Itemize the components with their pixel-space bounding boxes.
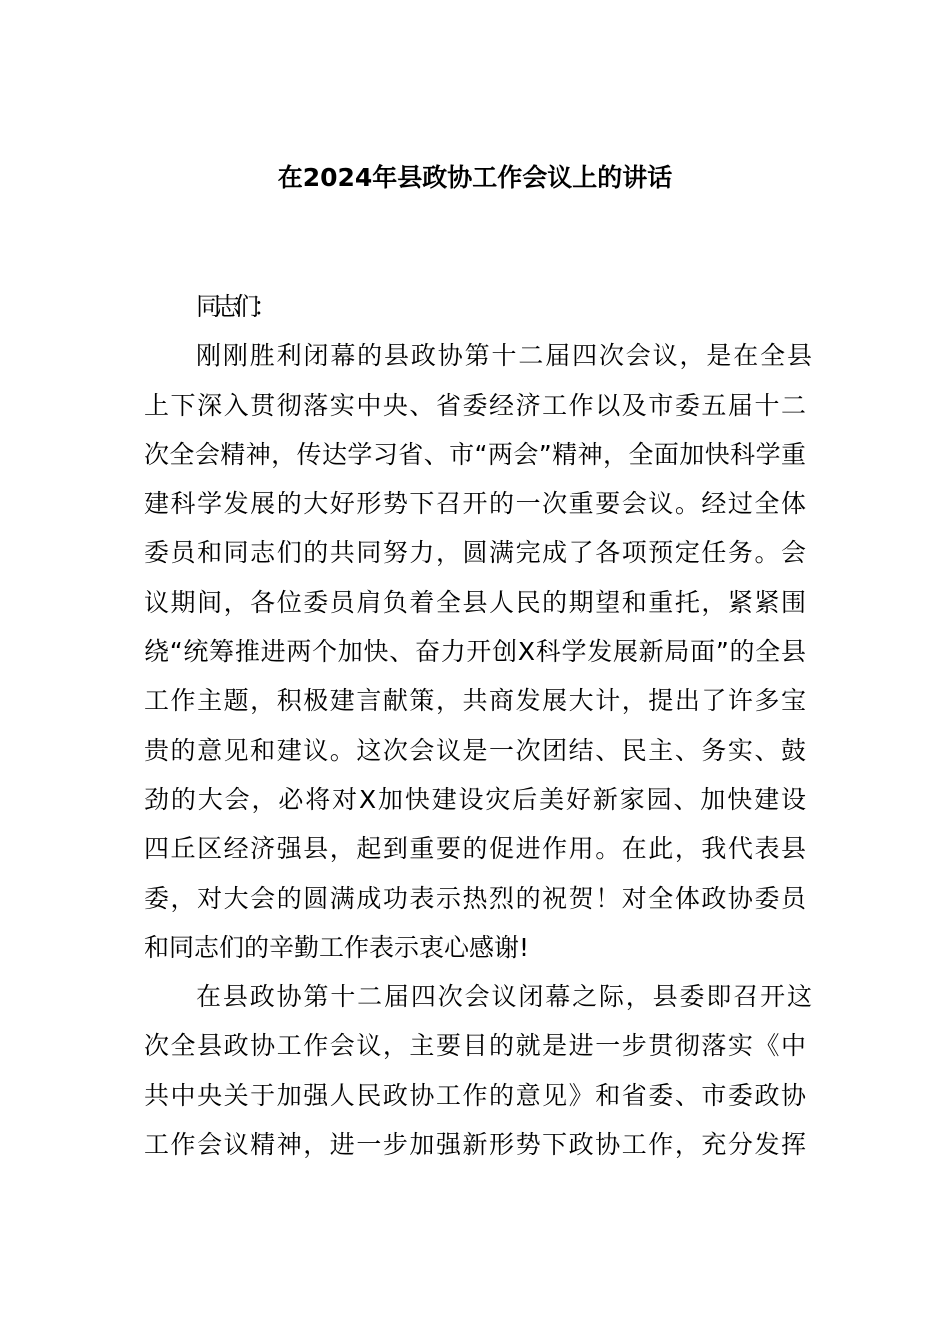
paragraph-line: 和同志们的辛勤工作表示衷心感谢! — [144, 932, 530, 962]
paragraph-line: 委，对大会的圆满成功表示热烈的祝贺！对全体政协委员 — [144, 883, 806, 913]
paragraph-line: 绕“统筹推进两个加快、奋力开创X科学发展新局面”的全县 — [144, 637, 806, 667]
paragraph-1 — [144, 331, 806, 972]
paragraph-line: 次全会精神，传达学习省、市“两会”精神，全面加快科学重 — [144, 439, 806, 469]
paragraph-line: 次全县政协工作会议，主要目的就是进一步贯彻落实《中 — [144, 1031, 806, 1061]
paragraph-line: 建科学发展的大好形势下召开的一次重要会议。经过全体 — [144, 489, 806, 519]
paragraph-line: 贵的意见和建议。这次会议是一次团结、民主、务实、鼓 — [144, 735, 806, 765]
paragraph-line: 工作主题，积极建言献策，共商发展大计，提出了许多宝 — [144, 686, 806, 716]
salutation-line: 同志们： — [196, 292, 273, 321]
salutation — [144, 282, 806, 331]
paragraph-line: 工作会议精神，进一步加强新形势下政协工作，充分发挥 — [144, 1130, 806, 1160]
paragraph-2 — [144, 972, 806, 1169]
paragraph-line: 四丘区经济强县，起到重要的促进作用。在此，我代表县 — [144, 834, 806, 864]
paragraph-line: 刚刚胜利闭幕的县政协第十二届四次会议，是在全县 — [196, 341, 806, 371]
paragraph-line: 委员和同志们的共同努力，圆满完成了各项预定任务。会 — [144, 538, 806, 568]
paragraph-line: 在县政协第十二届四次会议闭幕之际，县委即召开这 — [196, 982, 806, 1012]
paragraph-line: 议期间，各位委员肩负着全县人民的期望和重托，紧紧围 — [144, 587, 806, 617]
document-body — [144, 282, 806, 1169]
paragraph-line: 劲的大会，必将对X加快建设灾后美好新家园、加快建设 — [144, 784, 806, 814]
paragraph-line: 上下深入贯彻落实中央、省委经济工作以及市委五届十二 — [144, 390, 806, 420]
document-title: 在2024年县政协工作会议上的讲话 — [277, 163, 673, 192]
paragraph-line: 共中央关于加强人民政协工作的意见》和省委、市委政协 — [144, 1080, 806, 1110]
